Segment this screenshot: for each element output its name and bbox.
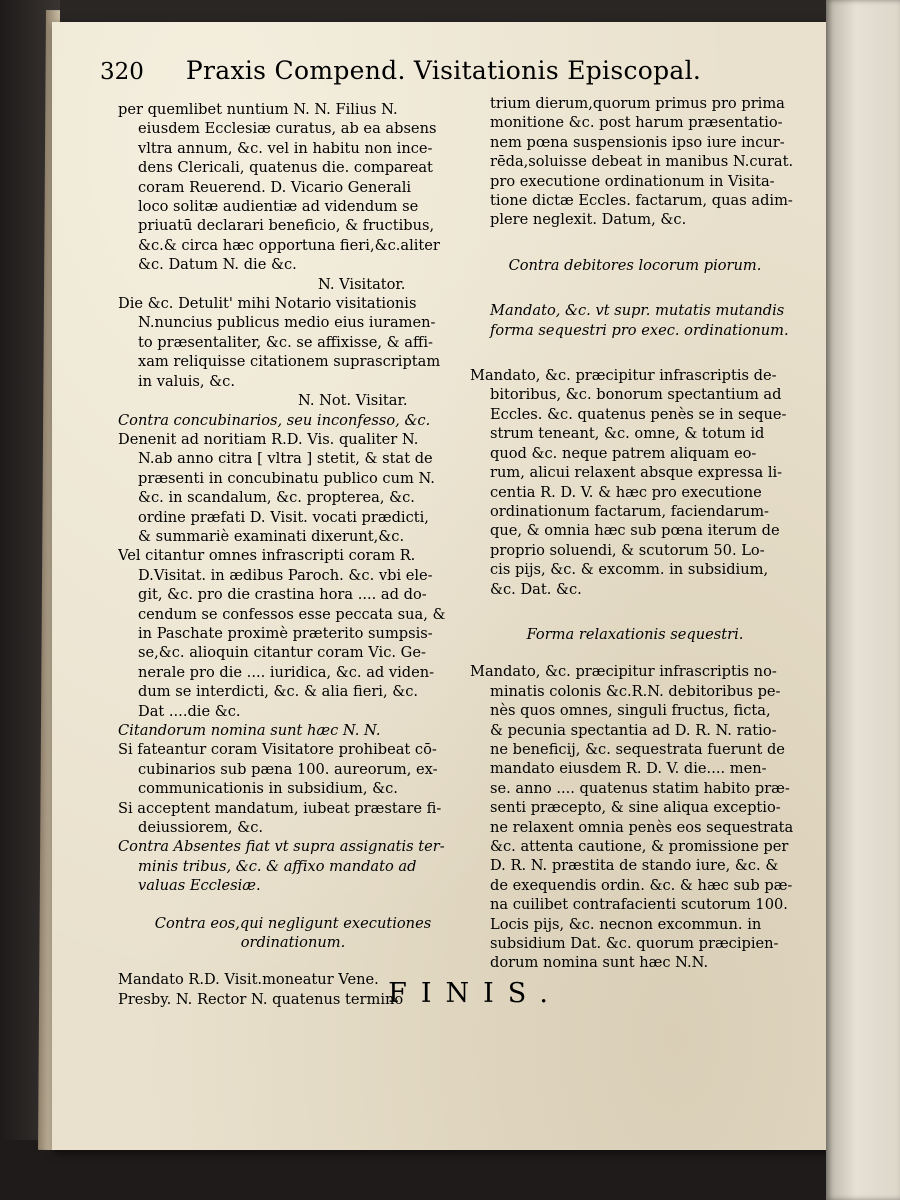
text-line: valuas Ecclesiæ. xyxy=(138,877,261,895)
text-line: communicationis in subsidium, &c. xyxy=(138,780,398,798)
text-line: rēda,soluisse debeat in manibus N.curat. xyxy=(490,153,794,171)
text-line: N.nuncius publicus medio eius iuramen- xyxy=(138,314,436,332)
text-line: minis tribus, &c. & affixo mandato ad xyxy=(138,857,417,875)
text-line: dum se interdicti, &c. & alia fieri, &c. xyxy=(138,683,419,701)
right-column xyxy=(470,94,800,973)
text-line: nès quos omnes, singuli fructus, ficta, xyxy=(490,702,771,720)
text-line: plere neglexit. Datum, &c. xyxy=(490,211,687,229)
text-line: cis pijs, &c. & excomm. in subsidium, xyxy=(490,561,769,579)
left-block-2 xyxy=(118,294,468,391)
left-block-6 xyxy=(118,837,468,895)
text-line: Locis pijs, &c. necnon excommun. in xyxy=(490,915,762,933)
text-line: Die &c. Detulit' mihi Notario visitationis xyxy=(118,295,417,313)
text-line: cendum se confessos esse peccata sua, & xyxy=(138,605,446,623)
text-line: se,&c. alioquin citantur coram Vic. Ge- xyxy=(138,644,426,662)
text-line: &c.& circa hæc opportuna fieri,&c.aliter xyxy=(138,236,440,254)
text-line: nerale pro die .... iuridica, &c. ad viden- xyxy=(138,663,435,681)
page-number: 320 xyxy=(100,59,144,85)
left-block-4 xyxy=(118,546,468,721)
left-block-5 xyxy=(118,740,468,837)
text-line: Dat ....die &c. xyxy=(138,702,241,720)
section-heading: Citandorum nomina sunt hæc N. N. xyxy=(118,722,381,739)
text-line: Mandato R.D. Visit.moneatur Vene. xyxy=(118,971,379,989)
text-line: mandato eiusdem R. D. V. die.... men- xyxy=(490,760,767,778)
text-line: D. R. N. præstita de stando iure, &c. & xyxy=(490,857,779,875)
text-line: N.ab anno citra [ vltra ] stetit, & stat de xyxy=(138,450,433,468)
section-heading: Contra concubinarios, seu inconfesso, &c. xyxy=(118,411,431,429)
text-line: in Paschate proximè præterito sumpsis- xyxy=(138,624,433,642)
text-line: proprio soluendi, & scutorum 50. Lo- xyxy=(490,541,765,559)
text-line: trium dierum,quorum primus pro prima xyxy=(490,95,785,112)
text-line: præsenti in concubinatu publico cum N. xyxy=(138,469,435,487)
text-line: vltra annum, &c. vel in habitu non ince- xyxy=(138,139,433,157)
signature-visitator: N. Visitator. xyxy=(318,275,406,293)
left-block-1 xyxy=(118,100,468,275)
text-line: nem pœna suspensionis ipso iure incur- xyxy=(490,133,785,151)
text-line: Denenit ad noritiam R.D. Vis. qualiter N. xyxy=(118,430,419,448)
text-line: &c. in scandalum, &c. propterea, &c. xyxy=(138,489,415,507)
right-block-1 xyxy=(470,94,800,230)
text-line: Vel citantur omnes infrascripti coram R. xyxy=(118,547,416,565)
text-line: monitione &c. post harum præsentatio- xyxy=(490,114,783,132)
text-line: minatis colonis &c.R.N. debitoribus pe- xyxy=(490,682,781,700)
text-line: Si acceptent mandatum, iubeat præstare fi- xyxy=(118,799,442,817)
section-heading: Forma relaxationis sequestri. xyxy=(526,625,744,643)
section-heading: Mandato, &c. vt supr. mutatis mutandis xyxy=(490,302,785,320)
text-line: senti præcepto, & sine aliqua exceptio- xyxy=(490,799,781,817)
left-column xyxy=(118,100,468,1009)
text-line: & pecunia spectantia ad D. R. N. ratio- xyxy=(490,721,777,739)
text-line: priuatū declarari beneficio, & fructibus, xyxy=(138,217,435,235)
text-line: tione dictæ Eccles. factarum, quas adim- xyxy=(490,192,793,210)
finis-text: FINIS. xyxy=(388,978,562,1009)
text-line: &c. attenta cautione, & promissione per xyxy=(490,838,789,855)
text-line: ordinationum factarum, faciendarum- xyxy=(490,502,769,520)
text-line: de exequendis ordin. &c. & hæc sub pæ- xyxy=(490,876,793,894)
text-line: Si fateantur coram Visitatore prohibeat cō- xyxy=(118,741,437,759)
text-line: ordine præfati D. Visit. vocati prædicti, xyxy=(138,508,429,526)
section-heading: forma sequestri pro exec. ordinationum. xyxy=(490,321,789,339)
text-line: &c. Dat. &c. xyxy=(490,580,582,598)
right-block-3 xyxy=(470,662,800,973)
right-block-2 xyxy=(470,366,800,599)
text-line: se. anno .... quatenus statim habito præ- xyxy=(490,779,790,797)
text-line: deiussiorem, &c. xyxy=(138,819,264,837)
text-line: bitoribus, &c. bonorum spectantium ad xyxy=(490,386,782,404)
text-line: cubinarios sub pæna 100. aureorum, ex- xyxy=(138,760,438,778)
text-line: loco solitæ audientiæ ad videndum se xyxy=(138,198,419,216)
text-line: in valuis, &c. xyxy=(138,372,235,390)
section-heading: Contra debitores locorum piorum. xyxy=(508,256,762,274)
text-line: Mandato, &c. præcipitur infrascriptis de- xyxy=(470,367,777,385)
text-line: na cuilibet contrafacienti scutorum 100. xyxy=(490,896,788,914)
text-line: & summariè examinati dixerunt,&c. xyxy=(138,527,405,545)
section-heading: Contra eos,qui negligunt executiones xyxy=(154,914,432,932)
text-line: centia R. D. V. & hæc pro executione xyxy=(490,483,762,501)
text-line: pro executione ordinationum in Visita- xyxy=(490,172,775,190)
facing-page-edge xyxy=(826,0,900,1200)
text-line: to præsentaliter, &c. se affixisse, & affi- xyxy=(138,333,433,351)
text-line: coram Reuerend. D. Vicario Generali xyxy=(138,178,412,196)
section-heading: ordinationum. xyxy=(240,934,346,952)
text-line: D.Visitat. in ædibus Paroch. &c. vbi ele- xyxy=(138,566,433,584)
text-line: ne beneficij, &c. sequestrata fuerunt de xyxy=(490,740,785,758)
text-line: eiusdem Ecclesiæ curatus, ab ea absens xyxy=(138,120,437,138)
text-line: ne relaxent omnia penès eos sequestrata xyxy=(490,818,794,836)
text-line: dorum nomina sunt hæc N.N. xyxy=(490,954,709,972)
text-line: que, & omnia hæc sub pœna iterum de xyxy=(490,522,780,540)
text-line: xam reliquisse citationem suprascriptam xyxy=(138,353,441,371)
left-block-3 xyxy=(118,430,468,546)
text-line: subsidium Dat. &c. quorum præcipien- xyxy=(490,935,779,953)
text-line: Contra Absentes fiat vt supra assignatis ter- xyxy=(118,838,445,856)
text-line: &c. Datum N. die &c. xyxy=(138,256,297,274)
text-line: Mandato, &c. præcipitur infrascriptis no- xyxy=(470,663,777,681)
text-line: dens Clericali, quatenus die. compareat xyxy=(138,159,433,177)
text-line: per quemlibet nuntium N. N. Filius N. xyxy=(118,101,398,118)
signature-notary: N. Not. Visitar. xyxy=(298,392,408,410)
text-line: git, &c. pro die crastina hora .... ad do- xyxy=(138,586,427,604)
text-line: Presby. N. Rector N. quatenus termino xyxy=(118,990,404,1008)
text-line: Eccles. &c. quatenus penès se in seque- xyxy=(490,405,787,423)
running-head: Praxis Compend. Visitationis Episcopal. xyxy=(185,56,702,85)
text-line: strum teneant, &c. omne, & totum id xyxy=(490,425,765,443)
text-line: rum, alicui relaxent absque expressa li- xyxy=(490,464,783,482)
text-line: quod &c. neque patrem aliquam eo- xyxy=(490,444,757,462)
